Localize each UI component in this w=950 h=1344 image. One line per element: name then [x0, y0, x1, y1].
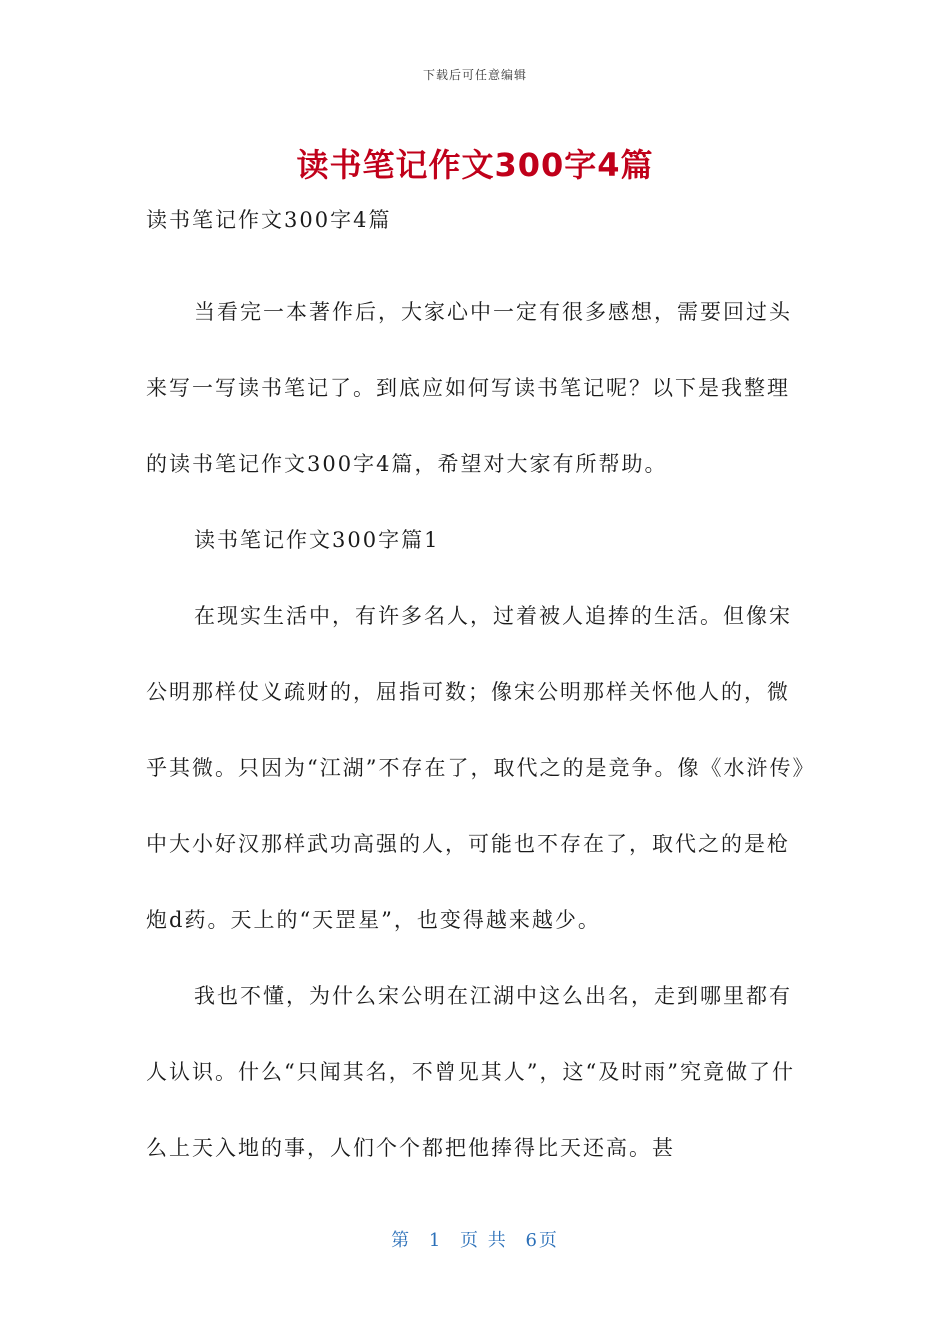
paragraph-body-2: 我也不懂，为什么宋公明在江湖中这么出名，走到哪里都有人认识。什么“只闻其名，不曾见其人”，这“及时雨”究竟做了什么上天入地的事，人们个个都把他捧得比天还高。甚	[146, 984, 795, 1160]
page-number-footer	[0, 1226, 950, 1252]
paragraph-intro: 当看完一本著作后，大家心中一定有很多感想，需要回过头来写一写读书笔记了。到底应如何写读书笔记呢？以下是我整理的读书笔记作文300字4篇，希望对大家有所帮助。	[146, 300, 792, 476]
section-heading: 读书笔记作文300字篇1	[194, 528, 440, 552]
footer-current-page: 1	[428, 1230, 443, 1251]
document-title: 读书笔记作文300字4篇	[296, 146, 654, 184]
document-subtitle: 读书笔记作文300字4篇	[146, 208, 392, 232]
document-body	[146, 198, 810, 1186]
footer-prefix: 第	[391, 1230, 412, 1251]
footer-middle: 页 共	[460, 1230, 508, 1251]
header-note: 下载后可任意编辑	[422, 68, 527, 82]
footer-total-pages: 6页	[525, 1230, 559, 1251]
paragraph-body-1: 在现实生活中，有许多名人，过着被人追捧的生活。但像宋公明那样仗义疏财的，屈指可数；像宋公明那样关怀他人的，微乎其微。只因为“江湖”不存在了，取代之的是竞争。像《水浒传》中大小好汉那样武功高强的人，可能也不存在了，取代之的是枪炮d药。天上的“天罡星”，也变得越来越少。	[146, 604, 805, 932]
